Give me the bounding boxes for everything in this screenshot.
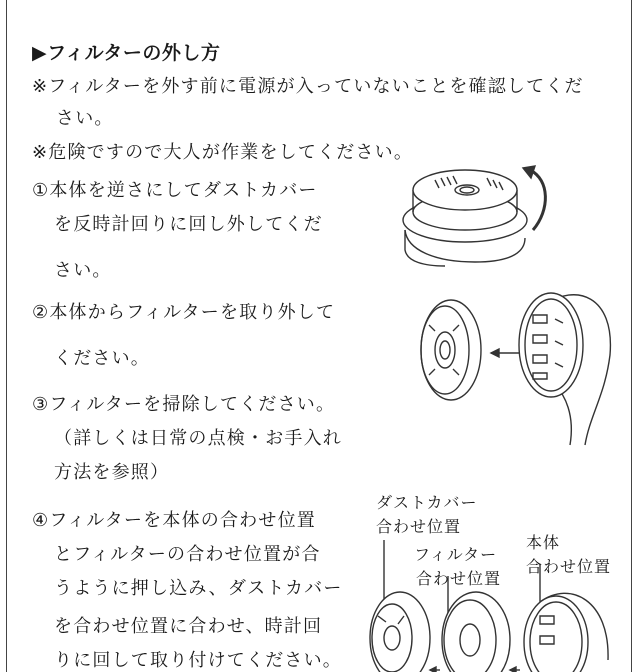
label-body: 本体 xyxy=(526,533,561,552)
step2-line2: ください。 xyxy=(54,348,150,369)
label-filter: フィルター xyxy=(414,545,498,564)
label-dust-cover-position: 合わせ位置 xyxy=(376,517,462,536)
label-dust-cover: ダストカバー xyxy=(376,493,478,512)
step1-line1: ①本体を逆さにしてダストカバー xyxy=(32,180,318,201)
step3-line1: ③フィルターを掃除してください。 xyxy=(32,394,336,415)
section-heading: ▶フィルターの外し方 xyxy=(32,42,221,64)
step1-line3: さい。 xyxy=(54,260,112,281)
illustration-remove-dust-cover xyxy=(395,150,565,270)
label-filter-position: 合わせ位置 xyxy=(416,569,502,588)
note-power-check-cont: さい。 xyxy=(56,108,114,129)
page-frame-right xyxy=(631,0,632,672)
step4-line2: とフィルターの合わせ位置が合 xyxy=(54,544,321,565)
note-danger: ※危険ですので大人が作業をしてください。 xyxy=(32,142,414,163)
step3-line3: 方法を参照） xyxy=(54,462,170,483)
step3-line2: （詳しくは日常の点検・お手入れ xyxy=(54,428,342,449)
illustration-remove-filter xyxy=(415,285,620,445)
step4-line1: ④フィルターを本体の合わせ位置 xyxy=(32,510,316,531)
step4-line4: を合わせ位置に合わせ、時計回 xyxy=(54,616,323,637)
step4-line5: りに回して取り付けてください。 xyxy=(54,650,342,671)
page-frame-left xyxy=(6,0,7,672)
note-power-check: ※フィルターを外す前に電源が入っていないことを確認してくだ xyxy=(32,76,584,97)
step2-line1: ②本体からフィルターを取り外して xyxy=(32,302,336,323)
step4-line3: うように押し込み、ダストカバー xyxy=(54,578,343,599)
illustration-reassemble xyxy=(360,580,620,672)
step1-line2: を反時計回りに回し外してくだ xyxy=(54,214,323,235)
label-body-position: 合わせ位置 xyxy=(526,557,612,576)
